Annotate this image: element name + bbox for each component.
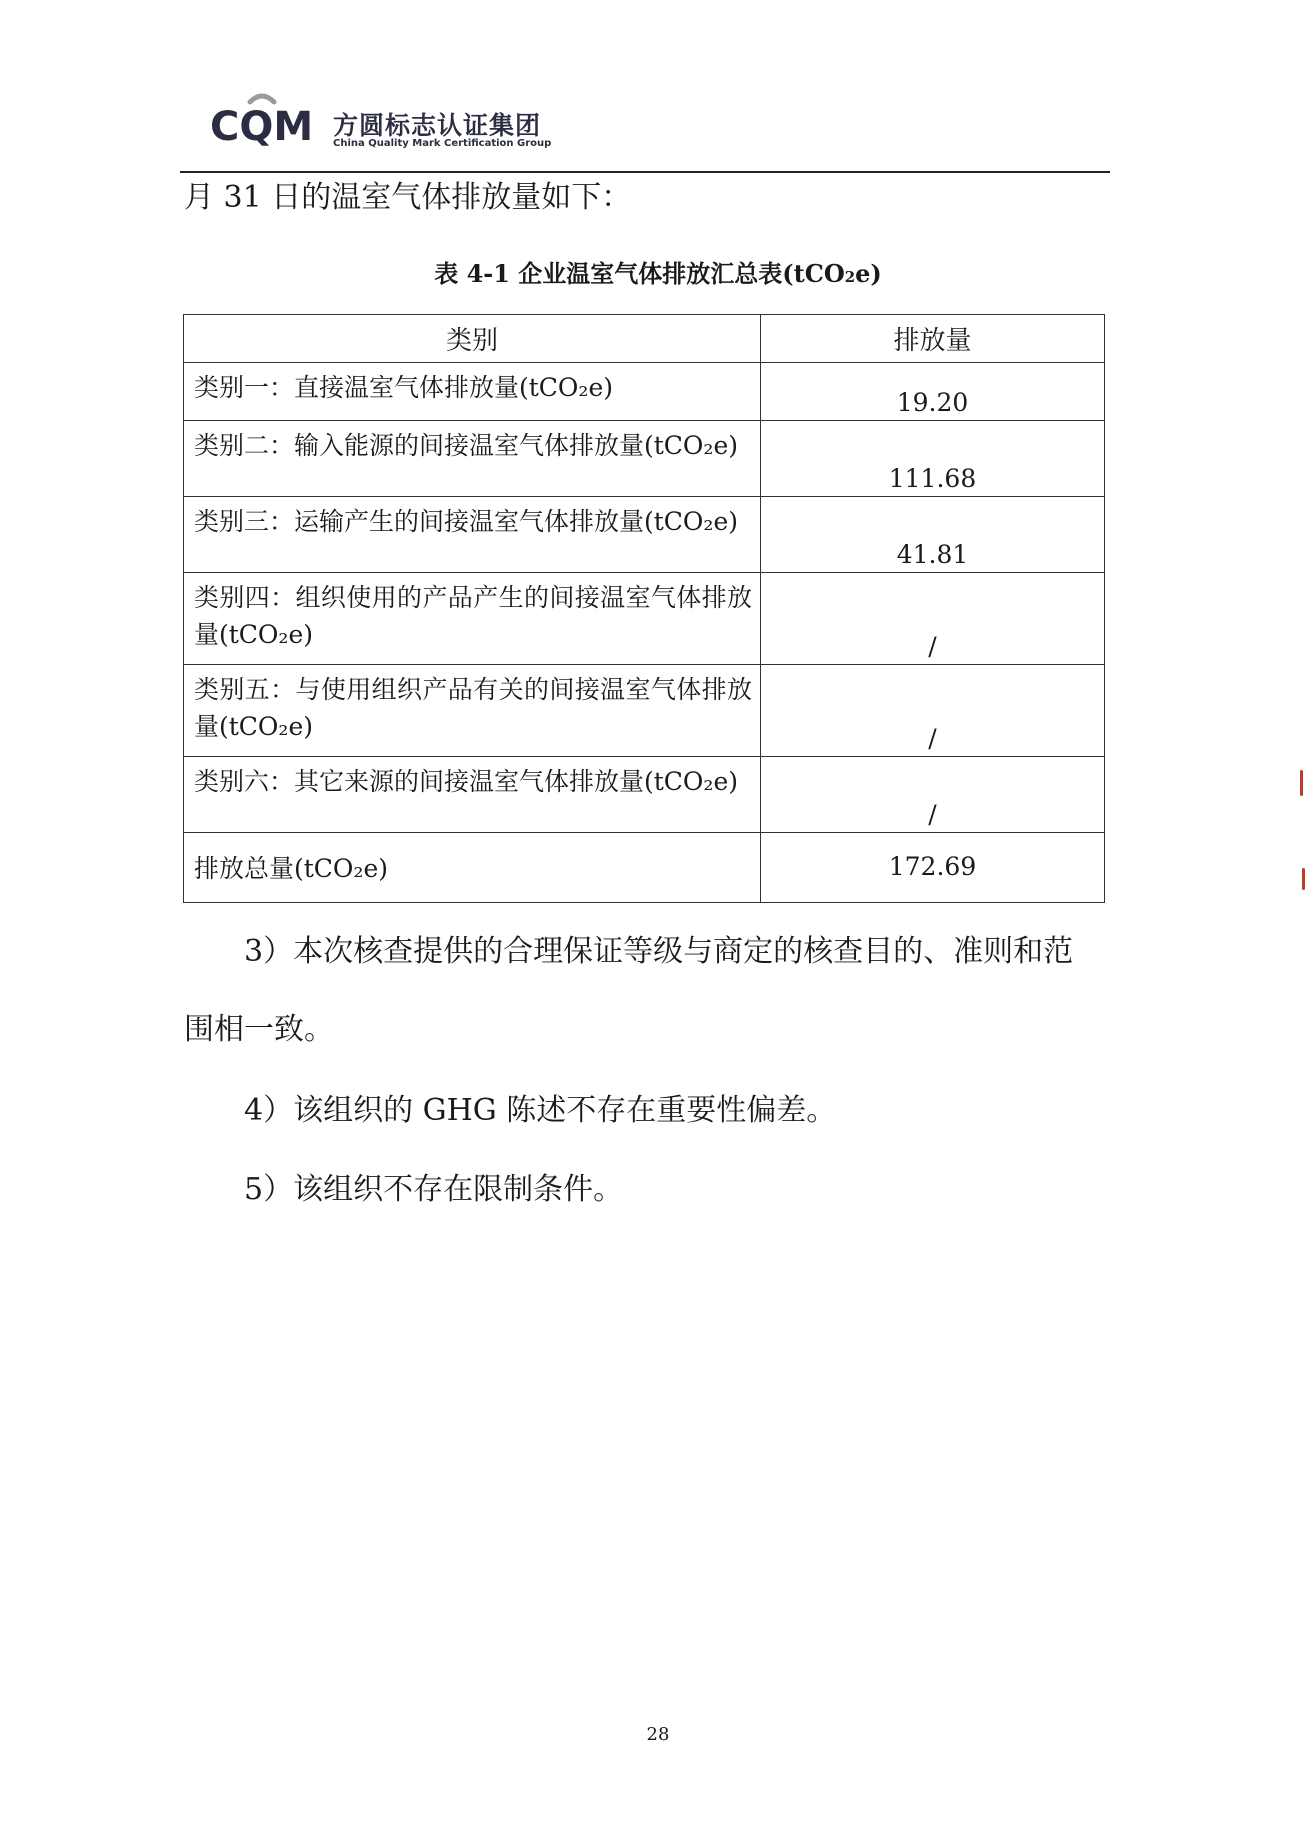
caption-subscript: 2 — [844, 268, 856, 286]
table-row — [184, 421, 1105, 497]
lead-text: 月 31 日的温室气体排放量如下： — [184, 180, 632, 215]
cqm-logo — [210, 88, 330, 148]
table-row — [184, 665, 1105, 757]
table-row — [184, 573, 1105, 665]
row-value: 19.20 — [761, 363, 1105, 421]
table-row — [184, 363, 1105, 421]
row-category: 类别四：组织使用的产品产生的间接温室气体排放量(tCO₂e) — [184, 573, 761, 665]
row-value: 111.68 — [761, 421, 1105, 497]
row-category: 类别六：其它来源的间接温室气体排放量(tCO₂e) — [184, 757, 761, 833]
row-value: / — [761, 573, 1105, 665]
paragraph-5: 5）该组织不存在限制条件。 — [244, 1172, 624, 1207]
emission-summary-table — [183, 314, 1105, 903]
row-category: 类别一：直接温室气体排放量(tCO₂e) — [184, 363, 761, 421]
table-row — [184, 757, 1105, 833]
row-category: 类别五：与使用组织产品有关的间接温室气体排放量(tCO₂e) — [184, 665, 761, 757]
logo-letters: CQM — [210, 104, 314, 148]
total-value: 172.69 — [761, 833, 1105, 903]
caption-prefix: 表 4-1 企业温室气体排放汇总表(tCO — [434, 259, 845, 288]
stamp-edge-mark — [1300, 770, 1303, 796]
header — [210, 88, 1110, 168]
header-emission: 排放量 — [761, 315, 1105, 363]
total-category: 排放总量(tCO₂e) — [184, 833, 761, 903]
header-category: 类别 — [184, 315, 761, 363]
table-header-row — [184, 315, 1105, 363]
stamp-edge-mark — [1302, 868, 1305, 890]
row-category: 类别二：输入能源的间接温室气体排放量(tCO₂e) — [184, 421, 761, 497]
org-name-cn: 方圆标志认证集团 — [333, 111, 542, 140]
table-row — [184, 497, 1105, 573]
table-total-row — [184, 833, 1105, 903]
paragraph-4: 4）该组织的 GHG 陈述不存在重要性偏差。 — [244, 1093, 837, 1128]
page-number: 28 — [646, 1724, 670, 1745]
row-category: 类别三：运输产生的间接温室气体排放量(tCO₂e) — [184, 497, 761, 573]
row-value: 41.81 — [761, 497, 1105, 573]
org-name-en: China Quality Mark Certification Group — [333, 138, 552, 149]
paragraph-3-continued: 围相一致。 — [184, 1012, 334, 1047]
caption-suffix: e) — [855, 259, 882, 288]
table-caption — [0, 254, 1316, 289]
row-value: / — [761, 665, 1105, 757]
paragraph-3: 3）本次核查提供的合理保证等级与商定的核查目的、准则和范 — [244, 934, 1074, 969]
row-value: / — [761, 757, 1105, 833]
